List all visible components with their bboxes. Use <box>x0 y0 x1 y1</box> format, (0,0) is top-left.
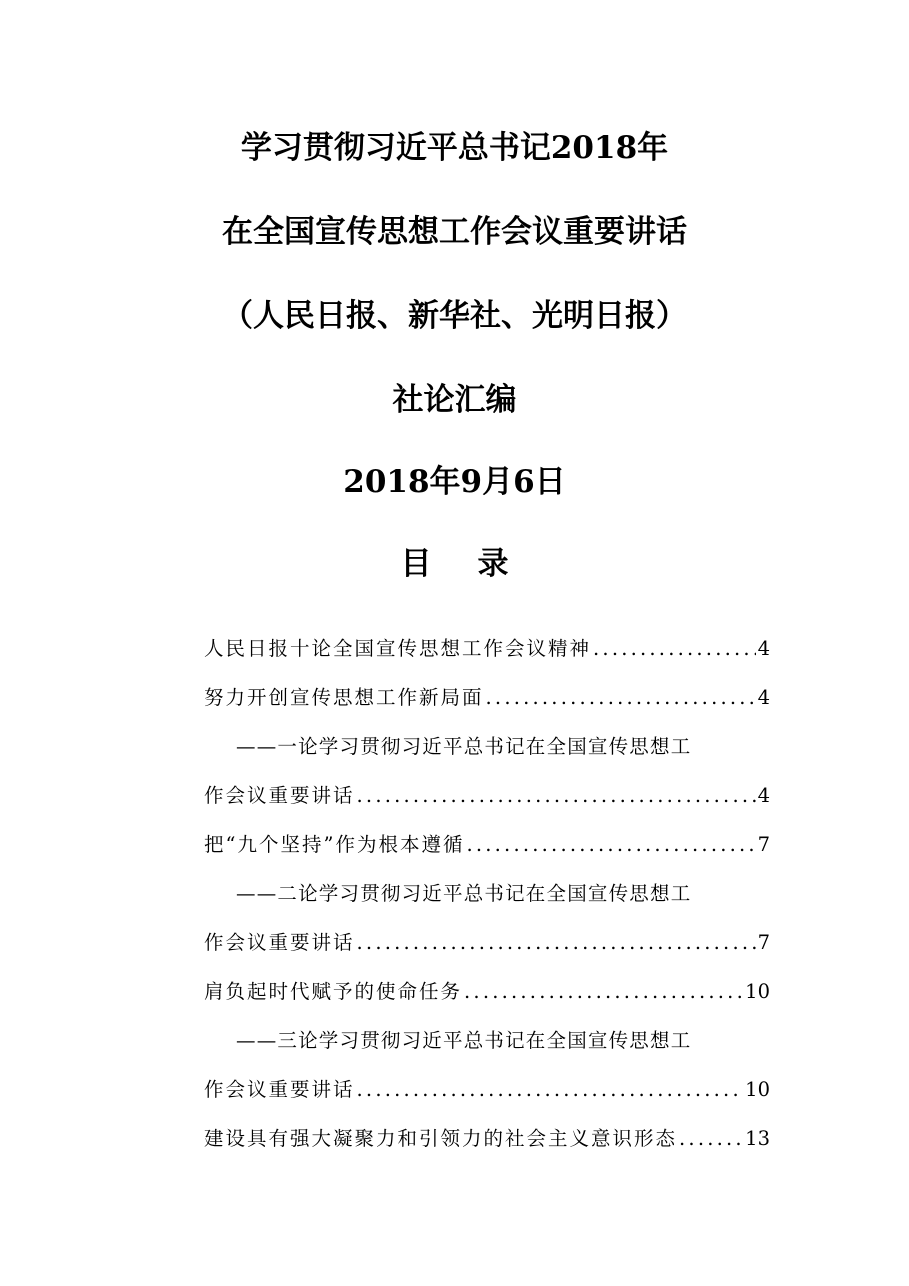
toc-entry-title: 努力开创宣传思想工作新局面 <box>204 686 484 709</box>
toc-entry-subtitle: ——二论学习贯彻习近平总书记在全国宣传思想工 <box>236 882 692 905</box>
toc-entry-title: 肩负起时代赋予的使命任务 <box>204 980 463 1003</box>
toc-page-number: 4 <box>757 784 770 807</box>
toc-page-number: 10 <box>745 980 770 1003</box>
toc-entry[interactable] <box>204 673 770 722</box>
toc-entry[interactable] <box>204 967 770 1016</box>
toc-entry-title: 人民日报十论全国宣传思想工作会议精神 <box>204 637 592 660</box>
toc-entry-subtitle: ——三论学习贯彻习近平总书记在全国宣传思想工 <box>236 1029 692 1052</box>
toc-entry-title: 把“九个坚持”作为根本遵循 <box>204 833 465 856</box>
toc-entry[interactable] <box>204 918 770 967</box>
toc-page-number: 13 <box>745 1127 770 1150</box>
document-title-line-2: 在全国宣传思想工作会议重要讲话 <box>222 214 687 250</box>
document-date: 2018年9月6日 <box>343 464 566 500</box>
toc-entry[interactable] <box>204 820 770 869</box>
toc-page-number: 4 <box>757 686 770 709</box>
toc-leader-dots <box>486 673 756 722</box>
toc-entry[interactable] <box>204 1065 770 1114</box>
table-of-contents <box>204 624 770 1163</box>
toc-page-number: 7 <box>757 833 770 856</box>
toc-entry-title: 作会议重要讲话 <box>204 931 355 954</box>
toc-leader-dots <box>679 1114 743 1163</box>
toc-heading: 目录 <box>400 546 555 582</box>
toc-entry[interactable] <box>204 1114 770 1163</box>
toc-entry[interactable] <box>204 624 770 673</box>
toc-leader-dots <box>357 771 756 820</box>
toc-page-number: 4 <box>757 637 770 660</box>
toc-page-number: 10 <box>745 1078 770 1101</box>
toc-entry[interactable] <box>204 771 770 820</box>
document-title-compilation: 社论汇编 <box>392 382 517 418</box>
toc-leader-dots <box>593 624 756 673</box>
toc-leader-dots <box>357 918 756 967</box>
document-title-line-1: 学习贯彻习近平总书记2018年 <box>240 130 669 166</box>
toc-entry-title: 作会议重要讲话 <box>204 1078 355 1101</box>
toc-leader-dots <box>357 1065 744 1114</box>
document-title-sources: （人民日报、新华社、光明日报） <box>222 298 687 334</box>
toc-leader-dots <box>464 967 743 1016</box>
toc-page-number: 7 <box>757 931 770 954</box>
toc-leader-dots <box>466 820 755 869</box>
toc-entry-title: 建设具有强大凝聚力和引领力的社会主义意识形态 <box>204 1127 678 1150</box>
toc-entry-subtitle: ——一论学习贯彻习近平总书记在全国宣传思想工 <box>236 735 692 758</box>
toc-entry-title: 作会议重要讲话 <box>204 784 355 807</box>
